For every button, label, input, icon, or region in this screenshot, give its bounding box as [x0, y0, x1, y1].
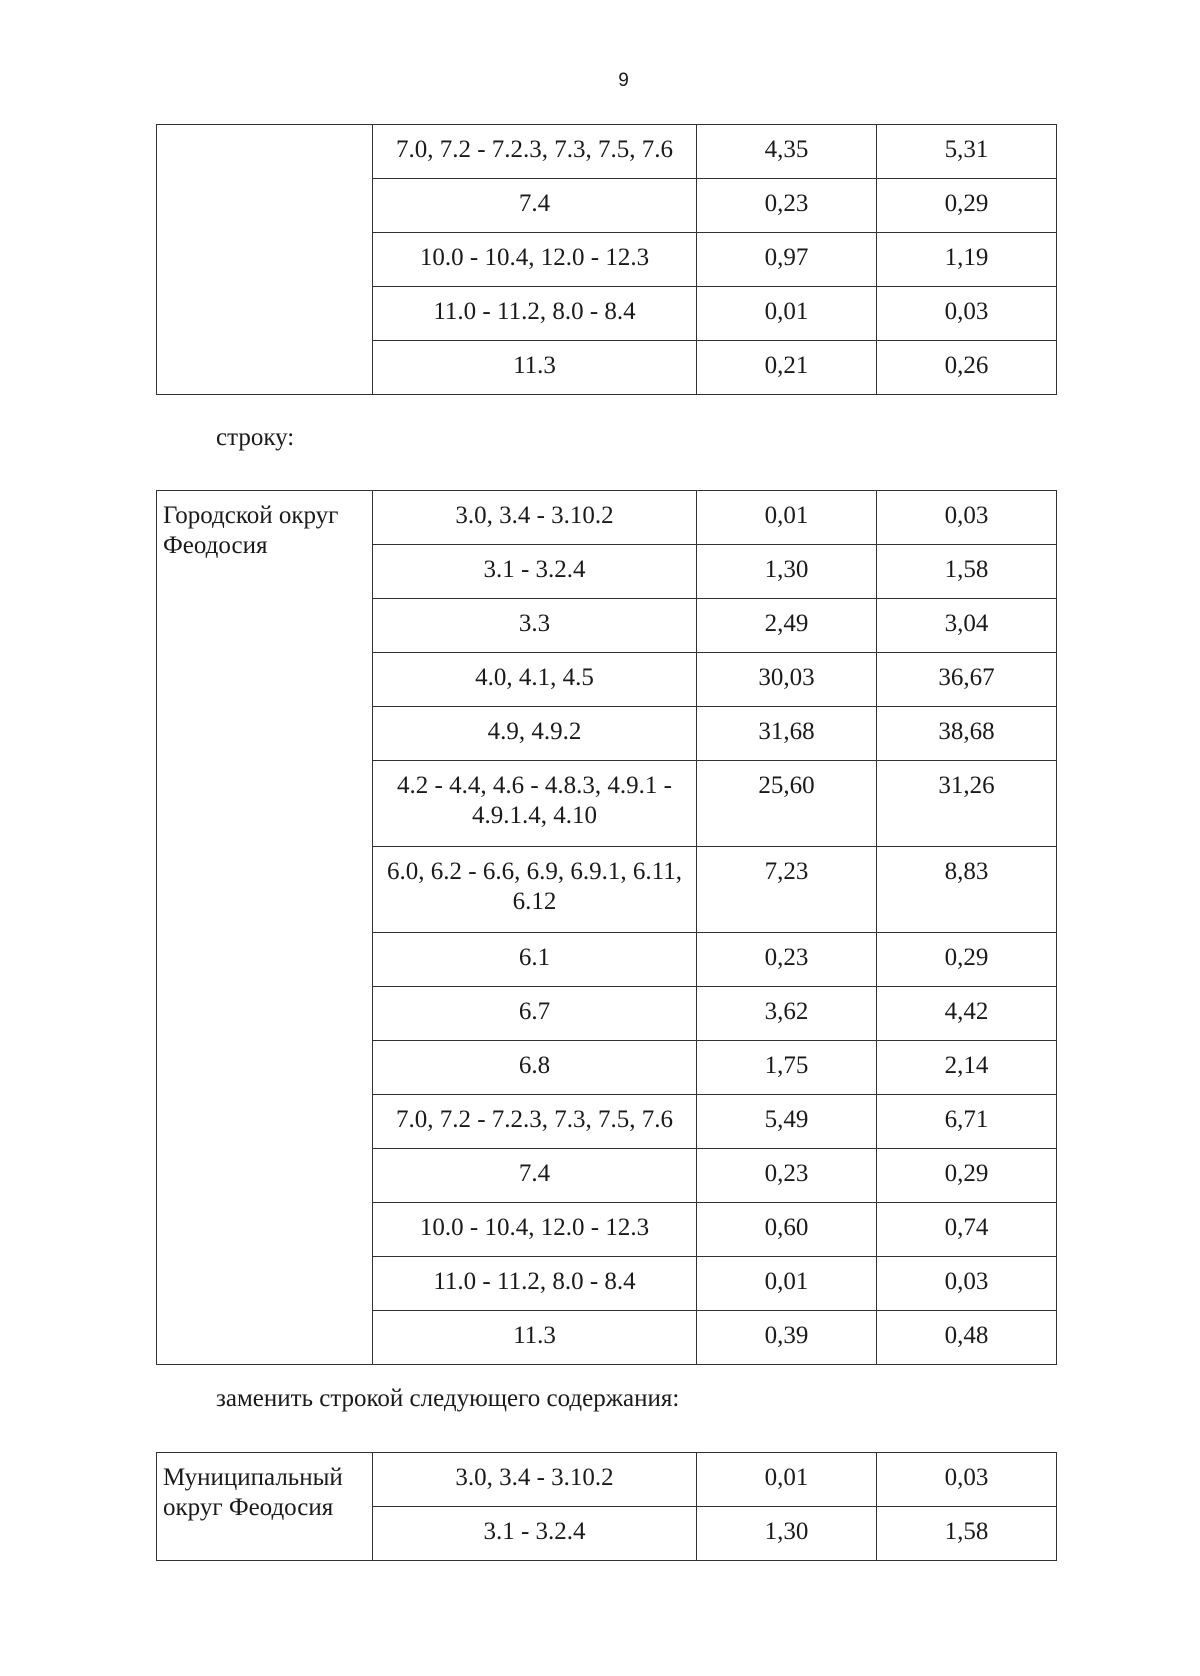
- table-row: [157, 125, 1057, 179]
- table-top-continuation: [156, 124, 1057, 395]
- value-cell-1: 31,68: [697, 707, 877, 761]
- value-cell-2: 1,58: [877, 1507, 1057, 1561]
- zone-code-cell: 11.0 - 11.2, 8.0 - 8.4: [373, 287, 697, 341]
- value-cell-2: 0,03: [877, 287, 1057, 341]
- value-cell-1: 0,01: [697, 1257, 877, 1311]
- value-cell-1: 2,49: [697, 599, 877, 653]
- value-cell-2: 4,42: [877, 987, 1057, 1041]
- table-new-row: [156, 1452, 1057, 1561]
- value-cell-1: 0,60: [697, 1203, 877, 1257]
- value-cell-2: 0,29: [877, 179, 1057, 233]
- value-cell-1: 0,39: [697, 1311, 877, 1365]
- value-cell-2: 6,71: [877, 1095, 1057, 1149]
- zone-code-cell: 10.0 - 10.4, 12.0 - 12.3: [373, 233, 697, 287]
- zone-code-cell: 11.3: [373, 1311, 697, 1365]
- zone-code-cell: 6.1: [373, 933, 697, 987]
- zone-code-cell: 7.0, 7.2 - 7.2.3, 7.3, 7.5, 7.6: [373, 1095, 697, 1149]
- zone-code-cell: 3.0, 3.4 - 3.10.2: [373, 491, 697, 545]
- value-cell-2: 5,31: [877, 125, 1057, 179]
- paragraph-row-label: строку:: [216, 424, 295, 451]
- value-cell-2: 0,48: [877, 1311, 1057, 1365]
- zone-code-cell: 7.0, 7.2 - 7.2.3, 7.3, 7.5, 7.6: [373, 125, 697, 179]
- zone-code-cell: 3.3: [373, 599, 697, 653]
- value-cell-2: 31,26: [877, 761, 1057, 847]
- zone-code-cell: 7.4: [373, 179, 697, 233]
- value-cell-2: 0,29: [877, 933, 1057, 987]
- value-cell-2: 0,26: [877, 341, 1057, 395]
- zone-code-cell: 11.3: [373, 341, 697, 395]
- value-cell-1: 0,01: [697, 287, 877, 341]
- value-cell-1: 1,75: [697, 1041, 877, 1095]
- table-old-row: [156, 490, 1057, 1365]
- value-cell-1: 0,01: [697, 1453, 877, 1507]
- value-cell-1: 0,97: [697, 233, 877, 287]
- municipality-cell: Муниципальный округ Феодосия: [157, 1453, 373, 1561]
- zone-code-cell: 3.1 - 3.2.4: [373, 1507, 697, 1561]
- value-cell-2: 0,03: [877, 491, 1057, 545]
- page-number: 9: [618, 70, 629, 91]
- value-cell-2: 38,68: [877, 707, 1057, 761]
- zone-code-cell: 6.8: [373, 1041, 697, 1095]
- table-row: [157, 491, 1057, 545]
- value-cell-2: 1,19: [877, 233, 1057, 287]
- zone-code-cell: 3.0, 3.4 - 3.10.2: [373, 1453, 697, 1507]
- value-cell-2: 0,74: [877, 1203, 1057, 1257]
- value-cell-1: 0,23: [697, 933, 877, 987]
- value-cell-1: 7,23: [697, 847, 877, 933]
- value-cell-2: 0,29: [877, 1149, 1057, 1203]
- zone-code-cell: 4.0, 4.1, 4.5: [373, 653, 697, 707]
- value-cell-1: 0,23: [697, 1149, 877, 1203]
- value-cell-1: 1,30: [697, 545, 877, 599]
- value-cell-1: 4,35: [697, 125, 877, 179]
- zone-code-cell: 3.1 - 3.2.4: [373, 545, 697, 599]
- value-cell-2: 8,83: [877, 847, 1057, 933]
- value-cell-2: 2,14: [877, 1041, 1057, 1095]
- value-cell-1: 25,60: [697, 761, 877, 847]
- value-cell-2: 0,03: [877, 1257, 1057, 1311]
- zone-code-cell: 7.4: [373, 1149, 697, 1203]
- value-cell-2: 36,67: [877, 653, 1057, 707]
- value-cell-1: 30,03: [697, 653, 877, 707]
- zone-code-cell: 6.7: [373, 987, 697, 1041]
- value-cell-1: 3,62: [697, 987, 877, 1041]
- zone-code-cell: 11.0 - 11.2, 8.0 - 8.4: [373, 1257, 697, 1311]
- zone-code-cell: 4.2 - 4.4, 4.6 - 4.8.3, 4.9.1 - 4.9.1.4, 4.10: [373, 761, 697, 847]
- value-cell-1: 0,23: [697, 179, 877, 233]
- municipality-cell: [157, 125, 373, 395]
- table-row: [157, 1453, 1057, 1507]
- paragraph-replace-instruction: заменить строкой следующего содержания:: [216, 1385, 680, 1412]
- zone-code-cell: 6.0, 6.2 - 6.6, 6.9, 6.9.1, 6.11, 6.12: [373, 847, 697, 933]
- value-cell-1: 1,30: [697, 1507, 877, 1561]
- value-cell-2: 0,03: [877, 1453, 1057, 1507]
- zone-code-cell: 4.9, 4.9.2: [373, 707, 697, 761]
- municipality-cell: Городской округ Феодосия: [157, 491, 373, 1365]
- value-cell-1: 5,49: [697, 1095, 877, 1149]
- zone-code-cell: 10.0 - 10.4, 12.0 - 12.3: [373, 1203, 697, 1257]
- value-cell-2: 3,04: [877, 599, 1057, 653]
- value-cell-1: 0,21: [697, 341, 877, 395]
- value-cell-1: 0,01: [697, 491, 877, 545]
- value-cell-2: 1,58: [877, 545, 1057, 599]
